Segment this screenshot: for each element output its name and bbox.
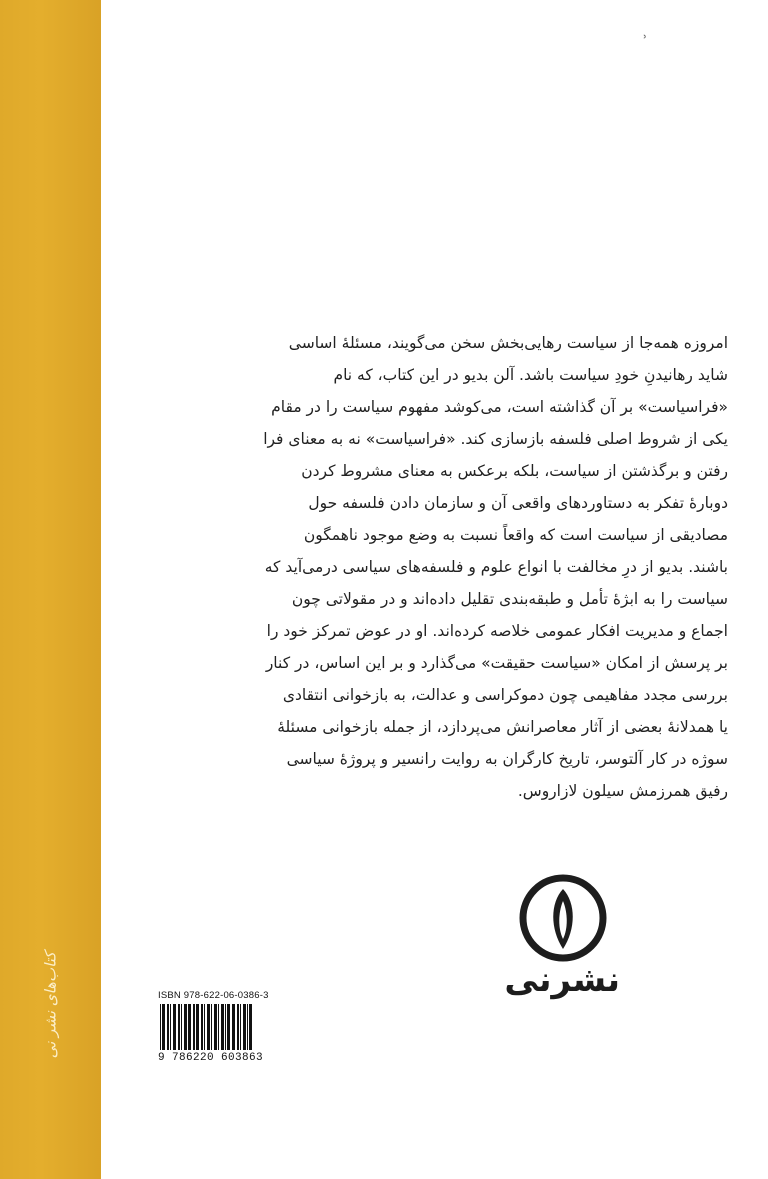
barcode-bar — [178, 1004, 180, 1050]
blurb-line: سیاست را به ابژهٔ تأمل و طبقه‌بندی تقلیل داده‌اند و در مقولاتی چون — [291, 590, 728, 608]
barcode-bar — [232, 1004, 235, 1050]
blurb-line: «فراسیاست» بر آن گذاشته است، می‌کوشد مفهوم سیاست را در مقام — [271, 398, 728, 416]
barcode-bar — [240, 1004, 241, 1050]
barcode-bar — [160, 1004, 161, 1050]
barcode-bar — [201, 1004, 203, 1050]
barcode-bar — [170, 1004, 171, 1050]
barcode-bar — [218, 1004, 219, 1050]
barcode-bar — [173, 1004, 176, 1050]
barcode-bar — [207, 1004, 210, 1050]
barcode-bar — [162, 1004, 165, 1050]
barcode-bar — [204, 1004, 205, 1050]
barcode-bar — [184, 1004, 187, 1050]
spine-signature-text: کتاب‌های نشر نی — [41, 951, 60, 1059]
barcode-digits: 9 786220 603863 — [158, 1052, 264, 1064]
blurb-line: شاید رهانیدنِ خودِ سیاست باشد. آلن بدیو در این کتاب، که نام — [333, 366, 728, 384]
blurb-line: مصادیقی از سیاست است که واقعاً نسبت به وضع موجود ناهمگون — [303, 526, 728, 544]
blurb-line: باشند. بدیو از درِ مخالفت با انواع علوم و فلسفه‌های سیاسی درمی‌آید که — [264, 558, 728, 576]
blurb-line: دوبارهٔ تفکر به دستاوردهای واقعی آن و سازمان دادن فلسفه حول — [308, 494, 728, 512]
blurb-line: بررسی مجدد مفاهیمی چون دموکراسی و عدالت، به بازخوانی انتقادی — [282, 686, 728, 704]
blurb-line: سوژه در کار آلتوسر، تاریخ کارگران به روایت رانسیر و پروژهٔ سیاسی — [286, 750, 728, 768]
barcode-bar — [237, 1004, 239, 1050]
barcode-bar — [214, 1004, 217, 1050]
blurb-line: رفیق همرزمش سیلون لازاروس. — [517, 782, 728, 800]
isbn-label: ISBN 978-622-06-0386-3 — [158, 990, 269, 1001]
barcode-bar — [193, 1004, 195, 1050]
corner-mark: ˒ — [643, 30, 648, 46]
blurb-line: اجماع و مدیریت افکار عمومی خلاصه کرده‌اند. او در عوض تمرکز خود را — [266, 622, 728, 640]
barcode-bars — [158, 1004, 280, 1052]
blurb-line: امروزه همه‌جا از سیاست رهایی‌بخش سخن می‌گویند، مسئلهٔ اساسی — [288, 334, 728, 352]
barcode-bar — [221, 1004, 224, 1050]
blurb-line: یا همدلانهٔ بعضی از آثار معاصرانش می‌پردازد، از جمله بازخوانی مسئلهٔ — [277, 718, 728, 736]
barcode-bar — [243, 1004, 246, 1050]
spine-band — [0, 0, 101, 1179]
isbn-barcode — [158, 990, 278, 1066]
barcode-bar — [227, 1004, 230, 1050]
blurb-line: یکی از شروط اصلی فلسفه بازسازی کند. «فراسیاست» نه به معنای فرا — [263, 430, 728, 448]
barcode-bar — [188, 1004, 191, 1050]
barcode-bar — [167, 1004, 169, 1050]
blurb-line: رفتن و برگذشتن از سیاست، بلکه برعکس به معنای مشروط کردن — [301, 462, 728, 480]
barcode-bar — [249, 1004, 252, 1050]
barcode-bar — [181, 1004, 182, 1050]
barcode-bar — [196, 1004, 199, 1050]
barcode-bar — [211, 1004, 212, 1050]
blurb-line: بر پرسش از امکان «سیاست حقیقت» می‌گذارد و بر این اساس، در کنار — [265, 654, 728, 672]
barcode-bar — [247, 1004, 248, 1050]
back-cover-blurb — [158, 327, 728, 807]
barcode-bar — [225, 1004, 226, 1050]
publisher-name: نشرنی — [504, 960, 620, 1000]
spine-signature — [20, 875, 80, 1135]
ney-reed-logo-icon — [518, 873, 608, 963]
